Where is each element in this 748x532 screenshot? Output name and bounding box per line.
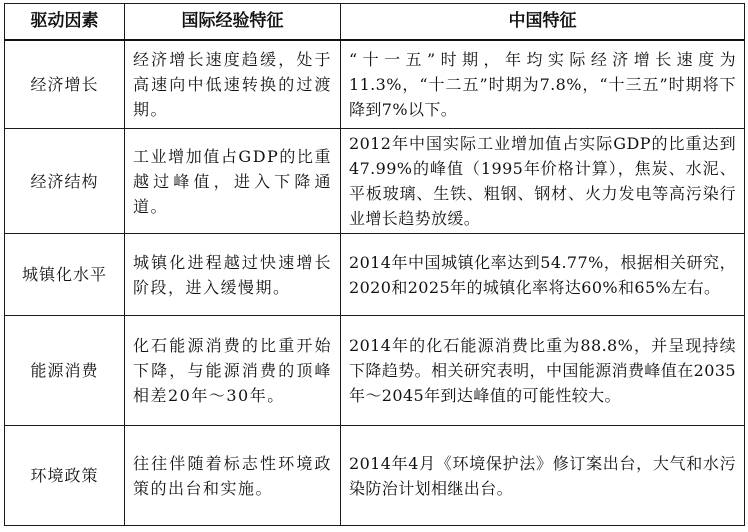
china-cell: 2014年中国城镇化率达到54.77%，根据相关研究，2020和2025年的城镇化率将达60%和65%左右。 (341, 234, 745, 316)
table-row (5, 426, 745, 526)
table-row (5, 234, 745, 316)
header-china-features: 中国特征 (341, 4, 745, 40)
factor-cell: 能源消费 (5, 316, 125, 426)
international-cell: 城镇化进程越过快速增长阶段，进入缓慢期。 (125, 234, 341, 316)
table-header-row (5, 4, 745, 40)
international-cell: 往往伴随着标志性环境政策的出台和实施。 (125, 426, 341, 526)
international-cell: 经济增长速度趋缓，处于高速向中低速转换的过渡期。 (125, 40, 341, 129)
table-row (5, 40, 745, 129)
table-row (5, 316, 745, 426)
international-cell: 工业增加值占GDP的比重越过峰值，进入下降通道。 (125, 129, 341, 234)
header-international-features: 国际经验特征 (125, 4, 341, 40)
factor-cell: 环境政策 (5, 426, 125, 526)
factor-cell: 经济增长 (5, 40, 125, 129)
china-cell: “十一五”时期，年均实际经济增长速度为11.3%，“十二五”时期为7.8%，“十三五”时期将下降到7%以下。 (341, 40, 745, 129)
header-driver-factor: 驱动因素 (5, 4, 125, 40)
factor-cell: 经济结构 (5, 129, 125, 234)
table-row (5, 129, 745, 234)
china-cell: 2014年4月《环境保护法》修订案出台，大气和水污染防治计划相继出台。 (341, 426, 745, 526)
international-cell: 化石能源消费的比重开始下降，与能源消费的顶峰相差20年～30年。 (125, 316, 341, 426)
comparison-table (4, 3, 745, 526)
china-cell: 2012年中国实际工业增加值占实际GDP的比重达到47.99%的峰值（1995年价格计算），焦炭、水泥、平板玻璃、生铁、粗钢、钢材、火力发电等高污染行业增长趋势放缓。 (341, 129, 745, 234)
china-cell: 2014年的化石能源消费比重为88.8%，并呈现持续下降趋势。相关研究表明，中国能源消费峰值在2035年～2045年到达峰值的可能性较大。 (341, 316, 745, 426)
factor-cell: 城镇化水平 (5, 234, 125, 316)
